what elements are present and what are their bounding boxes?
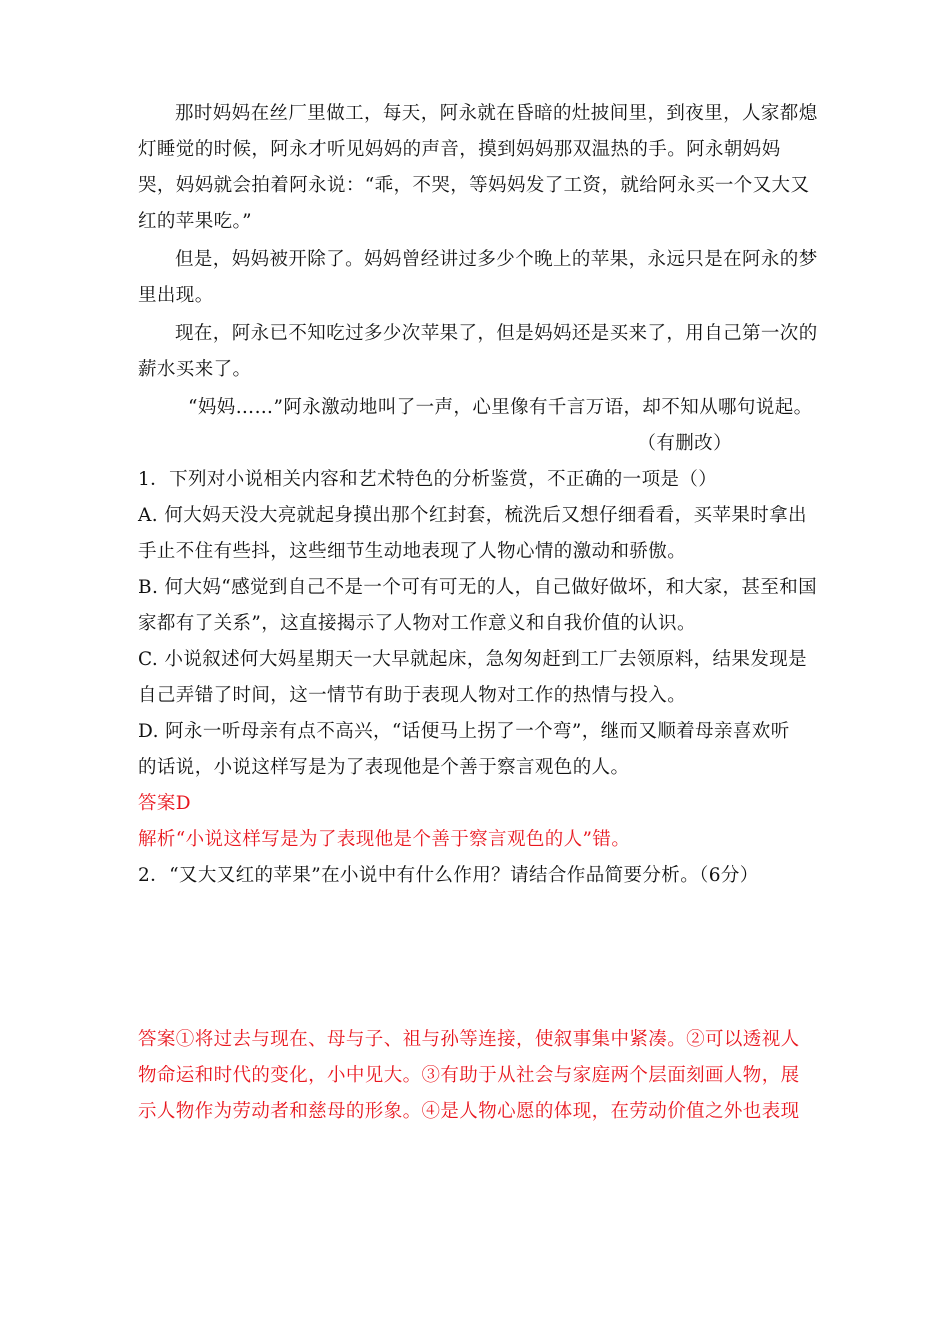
- question-1-answer: 答案D: [138, 793, 192, 814]
- question-2-answer: 答案①将过去与现在、母与子、祖与孙等连接，使叙事集中紧凑。②可以透视人物命运和时代的变化，小中见大。③有助于从社会与家庭两个层面刻画人物，展示人物作为劳动者和慈母的形象。④是人物心愿的体现，在劳动价值之外也表现: [138, 1029, 800, 1122]
- question-1-analysis: 解析“小说这样写是为了表现他是个善于察言观色的人”错。: [138, 829, 631, 850]
- option-b: B. 何大妈“感觉到自己不是一个可有可无的人，自己做好做坏，和大家，甚至和国家都有了关系”，这直接揭示了人物对工作意义和自我价值的认识。: [138, 577, 818, 634]
- option-a: A. 何大妈天没大亮就起身摸出那个红封套，梳洗后又想仔细看看，买苹果时拿出手止不住有些抖，这些细节生动地表现了人物心情的激动和骄傲。: [138, 505, 807, 562]
- passage-paragraph-1: 那时妈妈在丝厂里做工，每天，阿永就在昏暗的灶披间里，到夜里，人家都熄灯睡觉的时候，阿永才听见妈妈的声音，摸到妈妈那双温热的手。阿永朝妈妈哭，妈妈就会拍着阿永说：“乖，不哭，等妈妈发了工资，就给阿永买一个又大又红的苹果吃。”: [138, 103, 818, 232]
- option-d-line-1: D. 阿永一听母亲有点不高兴，“话便马上拐了一个弯”，继而又顺着母亲喜欢听: [138, 721, 790, 742]
- source-note: （有删改）: [637, 433, 732, 454]
- question-2-stem: 2．“又大又红的苹果”在小说中有什么作用？请结合作品简要分析。（6分）: [138, 865, 759, 886]
- passage-paragraph-4: “妈妈……”阿永激动地叫了一声，心里像有千言万语，却不知从哪句说起。: [188, 397, 813, 418]
- passage-paragraph-2: 但是，妈妈被开除了。妈妈曾经讲过多少个晚上的苹果，永远只是在阿永的梦里出现。: [138, 249, 818, 306]
- question-1-stem: 1．下列对小说相关内容和艺术特色的分析鉴赏，不正确的一项是（）: [138, 469, 718, 490]
- option-c: C. 小说叙述何大妈星期天一大早就起床，急匆匆赶到工厂去领原料，结果发现是自己弄错了时间，这一情节有助于表现人物对工作的热情与投入。: [138, 649, 808, 706]
- option-d-line-2: 的话说，小说这样写是为了表现他是个善于察言观色的人。: [138, 757, 630, 778]
- document-page: [138, 96, 818, 1130]
- answer-space: [138, 894, 818, 1022]
- passage-paragraph-3: 现在，阿永已不知吃过多少次苹果了，但是妈妈还是买来了，用自己第一次的薪水买来了。: [138, 323, 818, 380]
